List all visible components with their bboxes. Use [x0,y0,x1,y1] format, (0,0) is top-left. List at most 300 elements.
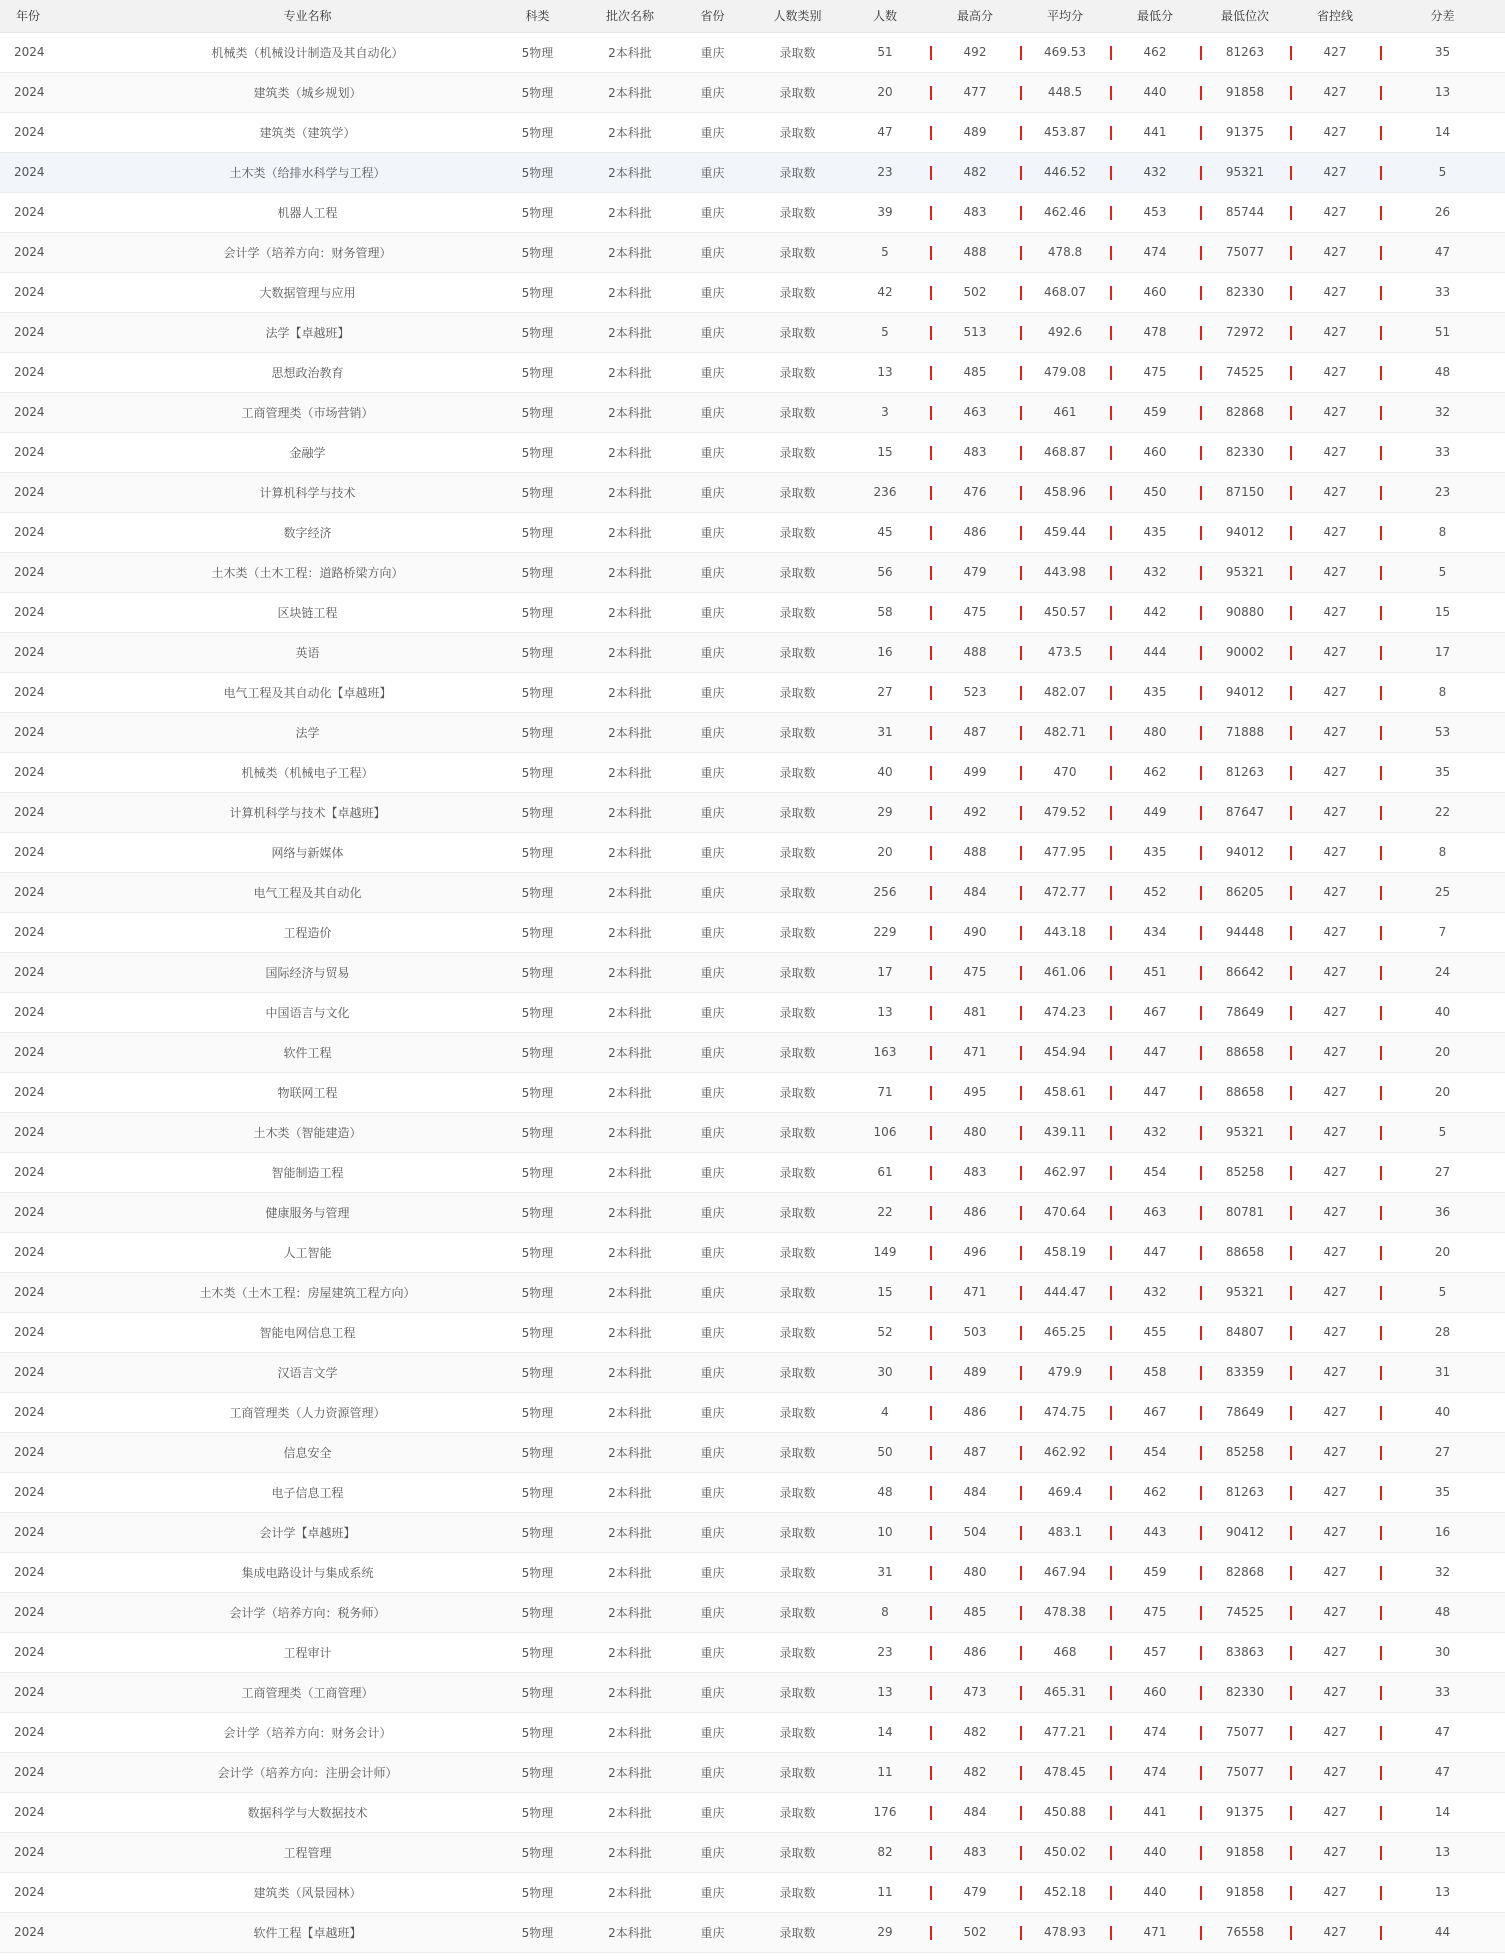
cell-major-name: 工程审计 [130,1632,485,1672]
cell-control-line: 427 [1290,1152,1380,1192]
cell-max-score: 483 [930,432,1020,472]
table-row[interactable] [0,1152,1505,1192]
table-row[interactable] [0,272,1505,312]
cell-subject: 5物理 [485,1712,590,1752]
table-row[interactable] [0,712,1505,752]
column-header-batch[interactable]: 批次名称 [590,0,670,32]
cell-batch: 2本科批 [590,1312,670,1352]
cell-min-score: 474 [1110,1712,1200,1752]
cell-min-score: 460 [1110,272,1200,312]
cell-avg-score: 474.23 [1020,992,1110,1032]
cell-major-name: 数字经济 [130,512,485,552]
cell-count: 13 [840,352,930,392]
cell-province: 重庆 [670,32,755,72]
cell-min-rank: 76558 [1200,1912,1290,1952]
cell-count: 5 [840,232,930,272]
cell-major-name: 智能制造工程 [130,1152,485,1192]
cell-subject: 5物理 [485,872,590,912]
cell-year: 2024 [0,1392,130,1432]
cell-avg-score: 462.97 [1020,1152,1110,1192]
cell-province: 重庆 [670,792,755,832]
cell-province: 重庆 [670,1032,755,1072]
cell-batch: 2本科批 [590,1832,670,1872]
cell-major-name: 工程管理 [130,1832,485,1872]
cell-year: 2024 [0,752,130,792]
cell-count: 23 [840,152,930,192]
table-row[interactable] [0,1192,1505,1232]
cell-max-score: 480 [930,1112,1020,1152]
cell-major-name: 信息安全 [130,1432,485,1472]
cell-major-name: 汉语言文学 [130,1352,485,1392]
cell-count: 47 [840,112,930,152]
cell-batch: 2本科批 [590,1032,670,1072]
cell-count-type: 录取数 [755,392,840,432]
cell-count-type: 录取数 [755,872,840,912]
cell-min-score: 434 [1110,912,1200,952]
cell-control-line: 427 [1290,512,1380,552]
cell-min-score: 435 [1110,672,1200,712]
table-row[interactable] [0,1312,1505,1352]
table-row[interactable] [0,632,1505,672]
cell-province: 重庆 [670,432,755,472]
column-header-avg-score[interactable]: 平均分 [1020,0,1110,32]
cell-count-type: 录取数 [755,1472,840,1512]
cell-score-diff: 7 [1380,912,1505,952]
cell-subject: 5物理 [485,472,590,512]
table-row[interactable] [0,1032,1505,1072]
cell-count: 3 [840,392,930,432]
cell-control-line: 427 [1290,432,1380,472]
cell-control-line: 427 [1290,312,1380,352]
cell-subject: 5物理 [485,352,590,392]
cell-control-line: 427 [1290,1752,1380,1792]
table-row[interactable] [0,872,1505,912]
cell-province: 重庆 [670,112,755,152]
cell-batch: 2本科批 [590,152,670,192]
cell-batch: 2本科批 [590,1872,670,1912]
cell-max-score: 490 [930,912,1020,952]
cell-min-rank: 85258 [1200,1432,1290,1472]
cell-subject: 5物理 [485,1552,590,1592]
cell-year: 2024 [0,992,130,1032]
cell-batch: 2本科批 [590,872,670,912]
cell-max-score: 483 [930,192,1020,232]
cell-subject: 5物理 [485,1192,590,1232]
cell-province: 重庆 [670,472,755,512]
cell-province: 重庆 [670,1712,755,1752]
column-header-min-rank[interactable]: 最低位次 [1200,0,1290,32]
cell-score-diff: 8 [1380,672,1505,712]
cell-major-name: 机器人工程 [130,192,485,232]
table-row[interactable] [0,472,1505,512]
cell-max-score: 488 [930,832,1020,872]
table-row[interactable] [0,552,1505,592]
cell-min-score: 454 [1110,1432,1200,1472]
cell-min-rank: 74525 [1200,352,1290,392]
cell-min-score: 435 [1110,512,1200,552]
cell-score-diff: 51 [1380,312,1505,352]
cell-subject: 5物理 [485,152,590,192]
table-row[interactable] [0,1112,1505,1152]
cell-count-type: 录取数 [755,752,840,792]
cell-max-score: 503 [930,1312,1020,1352]
cell-control-line: 427 [1290,1232,1380,1272]
cell-batch: 2本科批 [590,1512,670,1552]
cell-min-rank: 91375 [1200,1792,1290,1832]
table-row[interactable] [0,952,1505,992]
cell-province: 重庆 [670,192,755,232]
cell-score-diff: 25 [1380,872,1505,912]
cell-count-type: 录取数 [755,632,840,672]
cell-major-name: 中国语言与文化 [130,992,485,1032]
cell-batch: 2本科批 [590,1272,670,1312]
cell-max-score: 492 [930,792,1020,832]
cell-subject: 5物理 [485,1032,590,1072]
cell-min-score: 455 [1110,1312,1200,1352]
table-row[interactable] [0,1672,1505,1712]
column-header-major-name[interactable]: 专业名称 [130,0,485,32]
table-row[interactable] [0,392,1505,432]
cell-control-line: 427 [1290,672,1380,712]
cell-count-type: 录取数 [755,1592,840,1632]
cell-score-diff: 47 [1380,232,1505,272]
cell-avg-score: 470.64 [1020,1192,1110,1232]
cell-min-rank: 95321 [1200,152,1290,192]
cell-year: 2024 [0,552,130,592]
cell-province: 重庆 [670,1432,755,1472]
cell-control-line: 427 [1290,112,1380,152]
cell-min-rank: 83863 [1200,1632,1290,1672]
cell-year: 2024 [0,1472,130,1512]
cell-max-score: 488 [930,632,1020,672]
cell-min-rank: 90880 [1200,592,1290,632]
cell-batch: 2本科批 [590,392,670,432]
cell-count-type: 录取数 [755,1712,840,1752]
cell-min-rank: 91858 [1200,72,1290,112]
cell-score-diff: 35 [1380,752,1505,792]
cell-max-score: 471 [930,1032,1020,1072]
table-row[interactable] [0,672,1505,712]
cell-score-diff: 33 [1380,272,1505,312]
cell-year: 2024 [0,112,130,152]
cell-min-rank: 91858 [1200,1872,1290,1912]
cell-major-name: 金融学 [130,432,485,472]
cell-score-diff: 40 [1380,992,1505,1032]
table-row[interactable] [0,1832,1505,1872]
cell-min-rank: 85258 [1200,1152,1290,1192]
cell-max-score: 483 [930,1152,1020,1192]
cell-province: 重庆 [670,712,755,752]
cell-count-type: 录取数 [755,1112,840,1152]
table-row[interactable] [0,752,1505,792]
cell-year: 2024 [0,1232,130,1272]
table-row[interactable] [0,352,1505,392]
cell-score-diff: 13 [1380,72,1505,112]
cell-major-name: 会计学（培养方向：财务会计） [130,1712,485,1752]
cell-max-score: 492 [930,32,1020,72]
column-header-max-score[interactable]: 最高分 [930,0,1020,32]
cell-year: 2024 [0,1112,130,1152]
cell-subject: 5物理 [485,1672,590,1712]
cell-score-diff: 5 [1380,1272,1505,1312]
cell-year: 2024 [0,1312,130,1352]
table-row[interactable] [0,1512,1505,1552]
table-row[interactable] [0,1472,1505,1512]
cell-batch: 2本科批 [590,912,670,952]
cell-score-diff: 27 [1380,1432,1505,1472]
cell-subject: 5物理 [485,392,590,432]
cell-subject: 5物理 [485,672,590,712]
cell-count: 15 [840,1272,930,1312]
cell-province: 重庆 [670,1552,755,1592]
cell-subject: 5物理 [485,992,590,1032]
cell-avg-score: 482.71 [1020,712,1110,752]
table-row[interactable] [0,1632,1505,1672]
column-header-min-score[interactable]: 最低分 [1110,0,1200,32]
cell-province: 重庆 [670,1592,755,1632]
cell-min-rank: 87647 [1200,792,1290,832]
cell-batch: 2本科批 [590,112,670,152]
cell-major-name: 土木类（土木工程：房屋建筑工程方向） [130,1272,485,1312]
cell-control-line: 427 [1290,1912,1380,1952]
table-row[interactable] [0,1752,1505,1792]
cell-min-score: 480 [1110,712,1200,752]
cell-min-rank: 91858 [1200,1832,1290,1872]
cell-max-score: 486 [930,1192,1020,1232]
column-header-control-line[interactable]: 省控线 [1290,0,1380,32]
table-row[interactable] [0,832,1505,872]
cell-subject: 5物理 [485,1792,590,1832]
cell-max-score: 487 [930,712,1020,752]
cell-avg-score: 482.07 [1020,672,1110,712]
table-row[interactable] [0,112,1505,152]
cell-min-rank: 94012 [1200,512,1290,552]
table-row[interactable] [0,72,1505,112]
cell-major-name: 智能电网信息工程 [130,1312,485,1352]
cell-min-score: 443 [1110,1512,1200,1552]
cell-count-type: 录取数 [755,432,840,472]
cell-count-type: 录取数 [755,512,840,552]
cell-province: 重庆 [670,872,755,912]
cell-subject: 5物理 [485,792,590,832]
cell-province: 重庆 [670,912,755,952]
cell-min-score: 450 [1110,472,1200,512]
table-row[interactable] [0,192,1505,232]
cell-count: 29 [840,792,930,832]
cell-major-name: 建筑类（建筑学） [130,112,485,152]
cell-subject: 5物理 [485,1752,590,1792]
cell-max-score: 488 [930,232,1020,272]
cell-avg-score: 461 [1020,392,1110,432]
table-row[interactable] [0,32,1505,72]
cell-major-name: 会计学（培养方向：注册会计师） [130,1752,485,1792]
cell-min-score: 449 [1110,792,1200,832]
table-row[interactable] [0,912,1505,952]
cell-avg-score: 458.96 [1020,472,1110,512]
cell-min-rank: 75077 [1200,1712,1290,1752]
table-row[interactable] [0,432,1505,472]
cell-count: 31 [840,1552,930,1592]
cell-max-score: 489 [930,112,1020,152]
cell-major-name: 建筑类（风景园林） [130,1872,485,1912]
table-row[interactable] [0,992,1505,1032]
cell-count: 30 [840,1352,930,1392]
cell-avg-score: 458.61 [1020,1072,1110,1112]
cell-major-name: 国际经济与贸易 [130,952,485,992]
cell-count: 11 [840,1752,930,1792]
cell-year: 2024 [0,272,130,312]
cell-province: 重庆 [670,1752,755,1792]
table-row[interactable] [0,1912,1505,1952]
cell-max-score: 463 [930,392,1020,432]
cell-subject: 5物理 [485,832,590,872]
cell-year: 2024 [0,432,130,472]
cell-year: 2024 [0,1672,130,1712]
table-row[interactable] [0,1392,1505,1432]
cell-min-score: 463 [1110,1192,1200,1232]
cell-avg-score: 461.06 [1020,952,1110,992]
cell-count-type: 录取数 [755,1632,840,1672]
cell-score-diff: 44 [1380,1912,1505,1952]
cell-batch: 2本科批 [590,632,670,672]
cell-count: 13 [840,1672,930,1712]
cell-min-rank: 81263 [1200,32,1290,72]
cell-avg-score: 448.5 [1020,72,1110,112]
cell-control-line: 427 [1290,632,1380,672]
cell-year: 2024 [0,1912,130,1952]
cell-province: 重庆 [670,1072,755,1112]
cell-min-score: 474 [1110,1752,1200,1792]
cell-major-name: 电子信息工程 [130,1472,485,1512]
cell-max-score: 485 [930,1592,1020,1632]
cell-count-type: 录取数 [755,112,840,152]
table-row[interactable] [0,1592,1505,1632]
cell-province: 重庆 [670,1672,755,1712]
cell-min-rank: 71888 [1200,712,1290,752]
column-header-subject[interactable]: 科类 [485,0,590,32]
cell-min-rank: 82330 [1200,272,1290,312]
cell-score-diff: 17 [1380,632,1505,672]
table-row[interactable] [0,1272,1505,1312]
cell-min-score: 457 [1110,1632,1200,1672]
cell-avg-score: 462.92 [1020,1432,1110,1472]
cell-min-rank: 72972 [1200,312,1290,352]
cell-min-rank: 90002 [1200,632,1290,672]
column-header-score-diff[interactable]: 分差 [1380,0,1505,32]
cell-control-line: 427 [1290,1552,1380,1592]
cell-avg-score: 465.31 [1020,1672,1110,1712]
cell-count-type: 录取数 [755,1752,840,1792]
cell-count-type: 录取数 [755,72,840,112]
table-row[interactable] [0,1712,1505,1752]
cell-min-rank: 86642 [1200,952,1290,992]
cell-score-diff: 13 [1380,1832,1505,1872]
cell-count-type: 录取数 [755,1072,840,1112]
cell-batch: 2本科批 [590,1112,670,1152]
cell-count: 13 [840,992,930,1032]
cell-count: 16 [840,632,930,672]
cell-province: 重庆 [670,272,755,312]
table-row[interactable] [0,1352,1505,1392]
table-row[interactable] [0,232,1505,272]
column-header-province[interactable]: 省份 [670,0,755,32]
table-row[interactable] [0,1232,1505,1272]
cell-min-rank: 88658 [1200,1032,1290,1072]
cell-count-type: 录取数 [755,1152,840,1192]
table-row[interactable] [0,512,1505,552]
cell-subject: 5物理 [485,72,590,112]
cell-min-rank: 88658 [1200,1072,1290,1112]
cell-score-diff: 32 [1380,1552,1505,1592]
column-header-year[interactable]: 年份 [0,0,130,32]
cell-count-type: 录取数 [755,1392,840,1432]
column-header-count-type[interactable]: 人数类别 [755,0,840,32]
cell-major-name: 会计学（培养方向：税务师） [130,1592,485,1632]
column-header-count[interactable]: 人数 [840,0,930,32]
cell-province: 重庆 [670,632,755,672]
cell-batch: 2本科批 [590,992,670,1032]
cell-control-line: 427 [1290,1472,1380,1512]
cell-count: 106 [840,1112,930,1152]
table-row[interactable] [0,1872,1505,1912]
cell-province: 重庆 [670,1512,755,1552]
table-row[interactable] [0,312,1505,352]
cell-score-diff: 33 [1380,1672,1505,1712]
cell-province: 重庆 [670,1792,755,1832]
cell-count: 10 [840,1512,930,1552]
cell-min-rank: 81263 [1200,1472,1290,1512]
cell-score-diff: 47 [1380,1712,1505,1752]
table-row[interactable] [0,792,1505,832]
cell-avg-score: 479.9 [1020,1352,1110,1392]
cell-max-score: 484 [930,872,1020,912]
table-row[interactable] [0,152,1505,192]
cell-subject: 5物理 [485,1352,590,1392]
cell-avg-score: 458.19 [1020,1232,1110,1272]
cell-batch: 2本科批 [590,1152,670,1192]
cell-count-type: 录取数 [755,1432,840,1472]
cell-year: 2024 [0,352,130,392]
table-body [0,32,1505,1952]
cell-count-type: 录取数 [755,352,840,392]
cell-count: 61 [840,1152,930,1192]
cell-year: 2024 [0,312,130,352]
cell-major-name: 机械类（机械电子工程） [130,752,485,792]
cell-min-rank: 91375 [1200,112,1290,152]
cell-province: 重庆 [670,1832,755,1872]
cell-year: 2024 [0,632,130,672]
cell-province: 重庆 [670,72,755,112]
table-row[interactable] [0,1072,1505,1112]
table-row[interactable] [0,1552,1505,1592]
cell-major-name: 工商管理类（人力资源管理） [130,1392,485,1432]
cell-batch: 2本科批 [590,1672,670,1712]
cell-year: 2024 [0,1752,130,1792]
table-row[interactable] [0,592,1505,632]
cell-max-score: 495 [930,1072,1020,1112]
cell-major-name: 土木类（给排水科学与工程） [130,152,485,192]
table-row[interactable] [0,1792,1505,1832]
cell-min-score: 453 [1110,192,1200,232]
cell-min-rank: 78649 [1200,992,1290,1032]
cell-control-line: 427 [1290,832,1380,872]
table-row[interactable] [0,1432,1505,1472]
cell-batch: 2本科批 [590,1192,670,1232]
cell-count: 163 [840,1032,930,1072]
cell-score-diff: 24 [1380,952,1505,992]
cell-min-rank: 86205 [1200,872,1290,912]
cell-control-line: 427 [1290,712,1380,752]
